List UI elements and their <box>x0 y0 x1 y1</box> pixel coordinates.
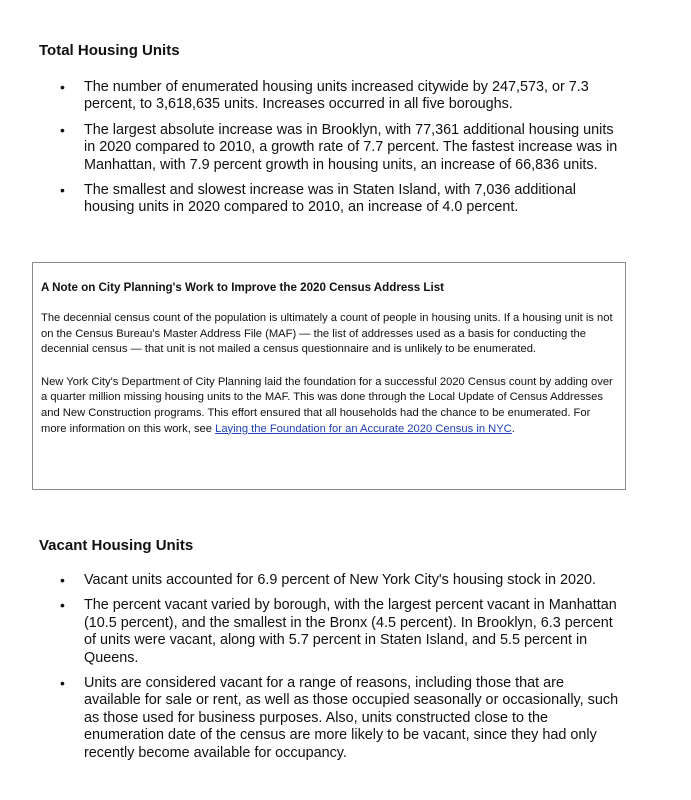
note-paragraph-2 <box>41 375 615 437</box>
bullet-text: The smallest and slowest increase was in Staten Island, with 7,036 additional housing units in 2020 compared to 2010, an increase of 4.0 percent. <box>84 182 576 216</box>
list-item <box>60 122 620 174</box>
census-note-box <box>32 262 626 490</box>
list-item <box>60 79 620 114</box>
total-housing-bullet-list <box>60 79 620 225</box>
bullet-icon: • <box>60 675 65 692</box>
vacant-housing-heading: Vacant Housing Units <box>39 537 194 554</box>
list-item <box>60 572 620 589</box>
total-housing-heading: Total Housing Units <box>39 42 180 59</box>
bullet-text: Vacant units accounted for 6.9 percent of New York City's housing stock in 2020. <box>84 572 597 588</box>
bullet-icon: • <box>60 597 65 614</box>
accurate-census-link[interactable]: Laying the Foundation for an Accurate 2020 Census in NYC <box>215 422 512 435</box>
bullet-icon: • <box>60 572 65 588</box>
note-paragraph-1: The decennial census count of the population is ultimately a count of people in housing units. If a housing unit is not on the Census Bureau's Master Address File (MAF) — the list of addresses used as a basis for conducting the decennial census — that unit is not mailed a census questionnaire and is unlikely to be enumerated. <box>41 312 613 356</box>
bullet-icon: • <box>60 182 65 199</box>
list-item <box>60 597 620 667</box>
note-paragraph-2-text: New York City's Department of City Planning laid the foundation for a successful 2020 Census count by adding over a quarter million missing housing units to the MAF. This was done through the Local Update of Census Addresses and New Construction programs. This effort ensured that all households had the chance to be enumerated. For more information on this work, see <box>41 375 613 435</box>
bullet-text: The largest absolute increase was in Brooklyn, with 77,361 additional housing units in 2020 compared to 2010, a growth rate of 7.7 percent. The fastest increase was in Manhattan, with 7.9 percent growth in housing units, an increase of 66,836 units. <box>84 121 618 173</box>
bullet-text: The number of enumerated housing units increased citywide by 247,573, or 7.3 percent, to 3,618,635 units. Increases occurred in all five boroughs. <box>84 79 589 113</box>
vacant-housing-bullet-list <box>60 572 620 770</box>
list-item <box>60 675 620 762</box>
note-paragraph-2-end: . <box>511 422 515 435</box>
bullet-text: Units are considered vacant for a range of reasons, including those that are available for sale or rent, as well as those occupied seasonally or occasionally, such as those used for business purposes. Also, units constructed close to the enumeration date of the census are more likely to be vacant, since they had only recently become available for occupancy. <box>84 675 619 761</box>
list-item <box>60 182 620 217</box>
bullet-icon: • <box>60 79 65 95</box>
note-title: A Note on City Planning's Work to Improve the 2020 Census Address List <box>41 281 445 294</box>
bullet-icon: • <box>60 121 65 138</box>
bullet-text: The percent vacant varied by borough, with the largest percent vacant in Manhattan (10.5 percent), and the smallest in the Bronx (4.5 percent). In Brooklyn, 6.3 percent of units were vacant, along with 5.7 percent in Staten Island, and 5.5 percent in Queens. <box>84 597 617 666</box>
